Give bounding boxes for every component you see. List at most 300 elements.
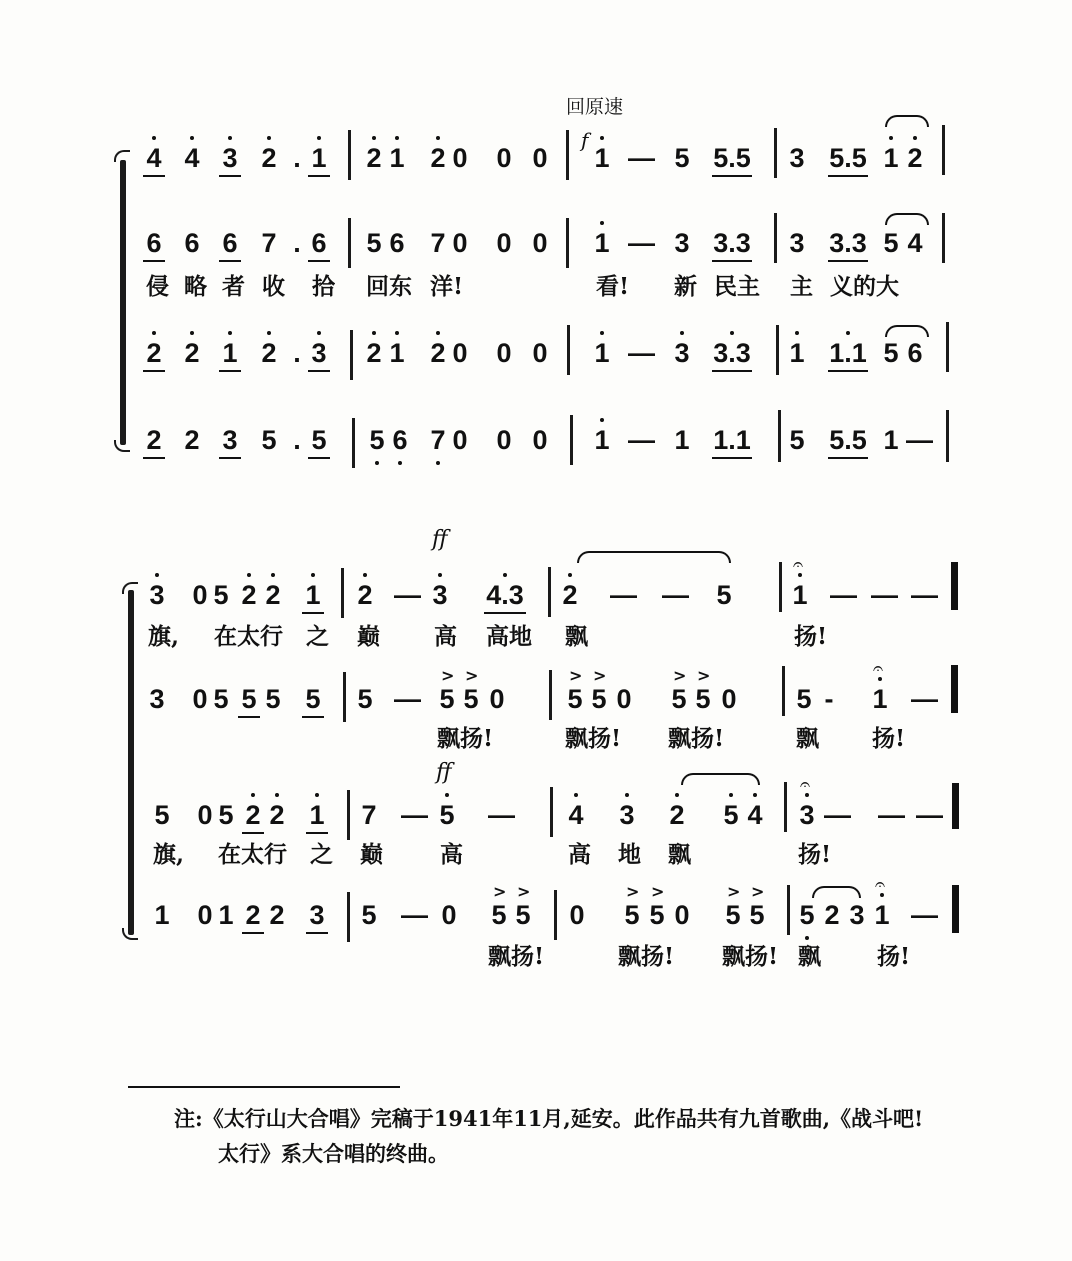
octave-high-dot xyxy=(271,573,275,577)
lyric: 拾 xyxy=(312,273,335,300)
octave-high-dot xyxy=(436,136,440,140)
barline xyxy=(570,415,573,465)
note: 6 xyxy=(907,338,923,368)
barline xyxy=(946,322,949,372)
barline xyxy=(549,670,552,720)
note: 5 xyxy=(567,684,583,714)
note: 2 xyxy=(143,338,165,368)
dynamic-fortissimo: ff xyxy=(432,527,448,552)
note: 5 xyxy=(624,900,640,930)
lyric: 高地 xyxy=(486,623,532,650)
system-brace xyxy=(120,160,126,445)
barline xyxy=(347,790,350,840)
octave-high-dot xyxy=(395,136,399,140)
note: 4 xyxy=(744,800,766,830)
sustain-dash: — xyxy=(401,800,428,830)
brace-top xyxy=(122,582,138,594)
lyric: 旗, xyxy=(153,841,185,868)
note: 2 xyxy=(269,900,285,930)
lyric: 高 xyxy=(440,841,463,868)
brace-top xyxy=(114,150,130,162)
note: 4 xyxy=(181,143,203,173)
lyric: 略 xyxy=(184,273,207,300)
slur xyxy=(885,115,929,127)
octave-high-dot xyxy=(228,136,232,140)
note: 0 xyxy=(496,143,512,173)
note: 5 xyxy=(305,684,321,714)
note: 5.5 xyxy=(713,143,751,173)
accent-mark: > xyxy=(727,882,741,901)
beam-underline xyxy=(143,457,165,459)
beam-underline xyxy=(238,716,260,718)
octave-high-dot xyxy=(889,136,893,140)
octave-high-dot xyxy=(152,136,156,140)
note: 3.3 xyxy=(713,228,751,258)
footnote-rule xyxy=(128,1086,400,1088)
beam-underline xyxy=(242,932,264,934)
barline xyxy=(550,787,553,837)
note: 7 xyxy=(430,228,446,258)
octave-high-dot xyxy=(228,331,232,335)
note: 2 xyxy=(242,800,264,830)
barline xyxy=(341,568,344,618)
note: 4 xyxy=(143,143,165,173)
beam-underline xyxy=(308,260,330,262)
octave-high-dot xyxy=(795,331,799,335)
barline xyxy=(348,218,351,268)
final-barline xyxy=(951,665,958,713)
final-barline xyxy=(952,885,959,933)
note: 7 xyxy=(361,800,377,830)
octave-high-dot xyxy=(152,331,156,335)
final-barline xyxy=(951,562,958,610)
fermata-icon: 𝄐 xyxy=(873,658,884,679)
beam-underline xyxy=(143,370,165,372)
barline xyxy=(774,128,777,178)
note: 2 xyxy=(666,800,688,830)
barline xyxy=(347,892,350,942)
octave-high-dot xyxy=(600,331,604,335)
lyric: 扬! xyxy=(872,725,906,752)
lyric: 在太行 xyxy=(214,623,283,650)
note: 0 xyxy=(452,338,468,368)
note: 2 xyxy=(354,580,376,610)
sustain-dash: — xyxy=(911,580,938,610)
note: 5 xyxy=(213,580,229,610)
accent-mark: > xyxy=(493,882,507,901)
note: 3 xyxy=(429,580,451,610)
note: 5 xyxy=(716,580,732,610)
beam-underline xyxy=(302,612,324,614)
sustain-dash: — xyxy=(824,800,851,830)
note: 2 xyxy=(363,338,385,368)
note: 2 xyxy=(824,900,840,930)
octave-high-dot xyxy=(190,331,194,335)
note: 5 xyxy=(265,684,281,714)
note: 2 xyxy=(258,143,280,173)
note: . xyxy=(293,228,301,258)
note: 1 xyxy=(869,684,891,714)
barline xyxy=(782,666,785,716)
octave-high-dot xyxy=(317,331,321,335)
system-brace xyxy=(128,590,134,935)
octave-high-dot xyxy=(247,573,251,577)
barline xyxy=(942,213,945,263)
octave-high-dot xyxy=(315,793,319,797)
sustain-dash: — xyxy=(911,900,938,930)
octave-high-dot xyxy=(267,331,271,335)
note: 0 xyxy=(496,228,512,258)
note: 5 xyxy=(749,900,765,930)
note: 3.3 xyxy=(712,338,752,368)
note: 2 xyxy=(904,143,926,173)
note: 5 xyxy=(695,684,711,714)
lyric: 扬! xyxy=(877,943,911,970)
octave-high-dot xyxy=(753,793,757,797)
beam-underline xyxy=(219,260,241,262)
note: 1 xyxy=(154,900,170,930)
sustain-dash: — xyxy=(871,580,898,610)
note: 4.3 xyxy=(484,580,526,610)
note: 5 xyxy=(491,900,507,930)
barline xyxy=(548,567,551,617)
footnote-line-2: 太行》系大合唱的终曲。 xyxy=(218,1141,449,1166)
beam-underline xyxy=(143,175,165,177)
note: 0 xyxy=(616,684,632,714)
note: 3 xyxy=(222,425,238,455)
note: 2 xyxy=(266,800,288,830)
lyric: 扬! xyxy=(798,841,832,868)
barline xyxy=(343,672,346,722)
barline xyxy=(778,410,781,462)
note: 1 xyxy=(591,143,613,173)
barline xyxy=(946,410,949,462)
note: 5 xyxy=(720,800,742,830)
note: 3 xyxy=(674,228,690,258)
beam-underline xyxy=(828,260,868,262)
note: 1.1 xyxy=(713,425,751,455)
barline xyxy=(554,890,557,940)
octave-high-dot xyxy=(730,331,734,335)
note: 3 xyxy=(308,338,330,368)
octave-high-dot xyxy=(600,418,604,422)
note: 2 xyxy=(559,580,581,610)
note: 5 xyxy=(241,684,257,714)
sustain-dash: — xyxy=(610,580,637,610)
note: 1 xyxy=(883,425,899,455)
note: . xyxy=(293,425,301,455)
note: 5 xyxy=(218,800,234,830)
barline xyxy=(350,330,353,380)
footnote-line-1: 注:《太行山大合唱》完稿于1941年11月,延安。此作品共有九首歌曲,《战斗吧! xyxy=(174,1106,924,1131)
barline xyxy=(348,130,351,180)
note: 6 xyxy=(311,228,327,258)
barline xyxy=(942,125,945,175)
accent-mark: > xyxy=(569,666,583,685)
octave-high-dot xyxy=(568,573,572,577)
sustain-dash: — xyxy=(628,228,655,258)
octave-high-dot xyxy=(190,136,194,140)
lyric: 收 xyxy=(262,273,285,300)
sustain-dash: — xyxy=(830,580,857,610)
barline xyxy=(787,885,790,935)
octave-high-dot xyxy=(445,793,449,797)
octave-high-dot xyxy=(625,793,629,797)
note: 1 xyxy=(591,228,613,258)
note: 5 xyxy=(796,684,812,714)
barline xyxy=(784,782,787,832)
lyric: 飘扬! xyxy=(488,943,545,970)
note: 3.3 xyxy=(829,228,867,258)
beam-underline xyxy=(308,370,330,372)
sustain-dash: — xyxy=(628,425,655,455)
note: 3 xyxy=(146,580,168,610)
lyric: 飘 xyxy=(565,623,588,650)
octave-high-dot xyxy=(846,331,850,335)
dynamic-forte: f xyxy=(581,128,589,152)
octave-high-dot xyxy=(267,136,271,140)
beam-underline xyxy=(219,370,241,372)
beam-underline xyxy=(308,175,330,177)
tempo-marking: 回原速 xyxy=(566,96,624,118)
accent-mark: > xyxy=(441,666,455,685)
beam-underline xyxy=(484,612,526,614)
note: 3 xyxy=(796,800,818,830)
sustain-dash: — xyxy=(911,684,938,714)
note: 2 xyxy=(184,425,200,455)
note: 5 xyxy=(674,143,690,173)
lyric: 飘扬! xyxy=(722,943,779,970)
note: 3 xyxy=(789,228,805,258)
lyric: 高 xyxy=(568,841,591,868)
note: 5.5 xyxy=(829,425,867,455)
sustain-dash: — xyxy=(878,800,905,830)
lyric: 飘扬! xyxy=(565,725,622,752)
lyric: 义的大 xyxy=(830,273,899,300)
beam-underline xyxy=(712,370,752,372)
note: 2 xyxy=(238,580,260,610)
lyric: 巅 xyxy=(357,623,380,650)
dynamic-fortissimo: ff xyxy=(436,760,452,785)
note: 0 xyxy=(489,684,505,714)
octave-high-dot xyxy=(155,573,159,577)
sustain-dash: — xyxy=(628,338,655,368)
octave-low-dot xyxy=(375,461,379,465)
lyric: 巅 xyxy=(360,841,383,868)
sustain-dash: — xyxy=(628,143,655,173)
note: 3 xyxy=(219,143,241,173)
octave-high-dot xyxy=(503,573,507,577)
note: 0 xyxy=(674,900,690,930)
note: 0 xyxy=(532,338,548,368)
octave-high-dot xyxy=(372,136,376,140)
final-barline xyxy=(952,783,959,829)
fermata-icon: 𝄐 xyxy=(875,874,886,895)
note: 5 xyxy=(796,900,818,930)
note: 1 xyxy=(308,143,330,173)
note: 1 xyxy=(789,580,811,610)
octave-high-dot xyxy=(317,136,321,140)
note: 0 xyxy=(532,143,548,173)
octave-high-dot xyxy=(251,793,255,797)
octave-low-dot xyxy=(436,461,440,465)
note: 2 xyxy=(258,338,280,368)
lyric: 看! xyxy=(596,273,630,300)
note: 1 xyxy=(302,580,324,610)
lyric: 飘扬! xyxy=(618,943,675,970)
note: 5 xyxy=(883,338,899,368)
brace-bottom xyxy=(114,440,130,452)
lyric: 之 xyxy=(310,841,333,868)
note: 5 xyxy=(366,425,388,455)
slur xyxy=(681,773,760,785)
slur xyxy=(885,325,929,337)
octave-high-dot xyxy=(436,331,440,335)
octave-low-dot xyxy=(398,461,402,465)
lyric: 高 xyxy=(434,623,457,650)
note: 5 xyxy=(671,684,687,714)
barline xyxy=(566,218,569,268)
note: . xyxy=(293,338,301,368)
note: 2 xyxy=(427,338,449,368)
beam-underline xyxy=(143,260,165,262)
lyric: 飘 xyxy=(668,841,691,868)
octave-high-dot xyxy=(372,331,376,335)
note: 1 xyxy=(386,143,408,173)
sustain-dash: — xyxy=(906,425,933,455)
note: 0 xyxy=(532,228,548,258)
octave-high-dot xyxy=(600,221,604,225)
barline xyxy=(779,562,782,612)
accent-mark: > xyxy=(626,882,640,901)
note: 2 xyxy=(262,580,284,610)
note: 0 xyxy=(532,425,548,455)
note: 6 xyxy=(389,228,405,258)
note: . xyxy=(293,143,301,173)
note: 3 xyxy=(789,143,805,173)
slur xyxy=(577,551,731,563)
note: 1 xyxy=(386,338,408,368)
note: 0 xyxy=(452,143,468,173)
note: 5 xyxy=(591,684,607,714)
lyric: 飘扬! xyxy=(668,725,725,752)
accent-mark: > xyxy=(593,666,607,685)
lyric: 主 xyxy=(790,273,813,300)
barline xyxy=(776,325,779,375)
lyric: 新 xyxy=(674,273,697,300)
octave-high-dot xyxy=(275,793,279,797)
octave-high-dot xyxy=(913,136,917,140)
fermata-icon: 𝄐 xyxy=(793,554,804,575)
lyric: 回东 xyxy=(366,273,412,300)
note: 5 xyxy=(261,425,277,455)
note: 5 xyxy=(649,900,665,930)
note: 1 xyxy=(591,338,613,368)
note: 5.5 xyxy=(829,143,867,173)
note: 6 xyxy=(184,228,200,258)
note: 1 xyxy=(591,425,613,455)
note: 7 xyxy=(261,228,277,258)
note: 1 xyxy=(880,143,902,173)
note: 3 xyxy=(849,900,865,930)
note: 1 xyxy=(674,425,690,455)
octave-high-dot xyxy=(680,331,684,335)
accent-mark: > xyxy=(673,666,687,685)
note: 5 xyxy=(515,900,531,930)
lyric: 者 xyxy=(222,273,245,300)
note: 3 xyxy=(149,684,165,714)
note: 1 xyxy=(786,338,808,368)
lyric: 扬! xyxy=(794,623,828,650)
beam-underline xyxy=(712,175,752,177)
sustain-dash: — xyxy=(916,800,943,830)
note: 0 xyxy=(441,900,457,930)
note: 0 xyxy=(496,425,512,455)
accent-mark: > xyxy=(751,882,765,901)
sustain-dash: - xyxy=(824,684,834,714)
beam-underline xyxy=(219,457,241,459)
sustain-dash: — xyxy=(394,684,421,714)
beam-underline xyxy=(712,260,752,262)
note: 5 xyxy=(366,228,382,258)
note: 0 xyxy=(452,425,468,455)
lyric: 飘扬! xyxy=(437,725,494,752)
octave-high-dot xyxy=(395,331,399,335)
slur xyxy=(812,886,861,898)
beam-underline xyxy=(308,457,330,459)
note: 5 xyxy=(439,684,455,714)
accent-mark: > xyxy=(517,882,531,901)
brace-bottom xyxy=(122,928,138,940)
sustain-dash: — xyxy=(401,900,428,930)
sustain-dash: — xyxy=(488,800,515,830)
note: 2 xyxy=(427,143,449,173)
beam-underline xyxy=(712,457,752,459)
note: 6 xyxy=(146,228,162,258)
note: 2 xyxy=(181,338,203,368)
note: 5 xyxy=(311,425,327,455)
note: 4 xyxy=(907,228,923,258)
note: 1 xyxy=(219,338,241,368)
note: 3 xyxy=(309,900,325,930)
octave-high-dot xyxy=(438,573,442,577)
accent-mark: > xyxy=(465,666,479,685)
beam-underline xyxy=(306,832,328,834)
note: 5 xyxy=(436,800,458,830)
lyric: 飘 xyxy=(798,943,821,970)
lyric: 旗, xyxy=(148,623,180,650)
lyric: 在太行 xyxy=(218,841,287,868)
note: 2 xyxy=(146,425,162,455)
lyric: 侵 xyxy=(146,273,169,300)
accent-mark: > xyxy=(697,666,711,685)
octave-high-dot xyxy=(600,136,604,140)
octave-high-dot xyxy=(311,573,315,577)
note: 5 xyxy=(463,684,479,714)
note: 4 xyxy=(565,800,587,830)
note: 5 xyxy=(789,425,805,455)
note: 5 xyxy=(725,900,741,930)
barline xyxy=(566,130,569,180)
octave-high-dot xyxy=(675,793,679,797)
note: 6 xyxy=(222,228,238,258)
note: 0 xyxy=(197,900,213,930)
note: 5 xyxy=(154,800,170,830)
barline xyxy=(567,325,570,375)
fermata-icon: 𝄐 xyxy=(800,774,811,795)
note: 0 xyxy=(721,684,737,714)
note: 2 xyxy=(245,900,261,930)
